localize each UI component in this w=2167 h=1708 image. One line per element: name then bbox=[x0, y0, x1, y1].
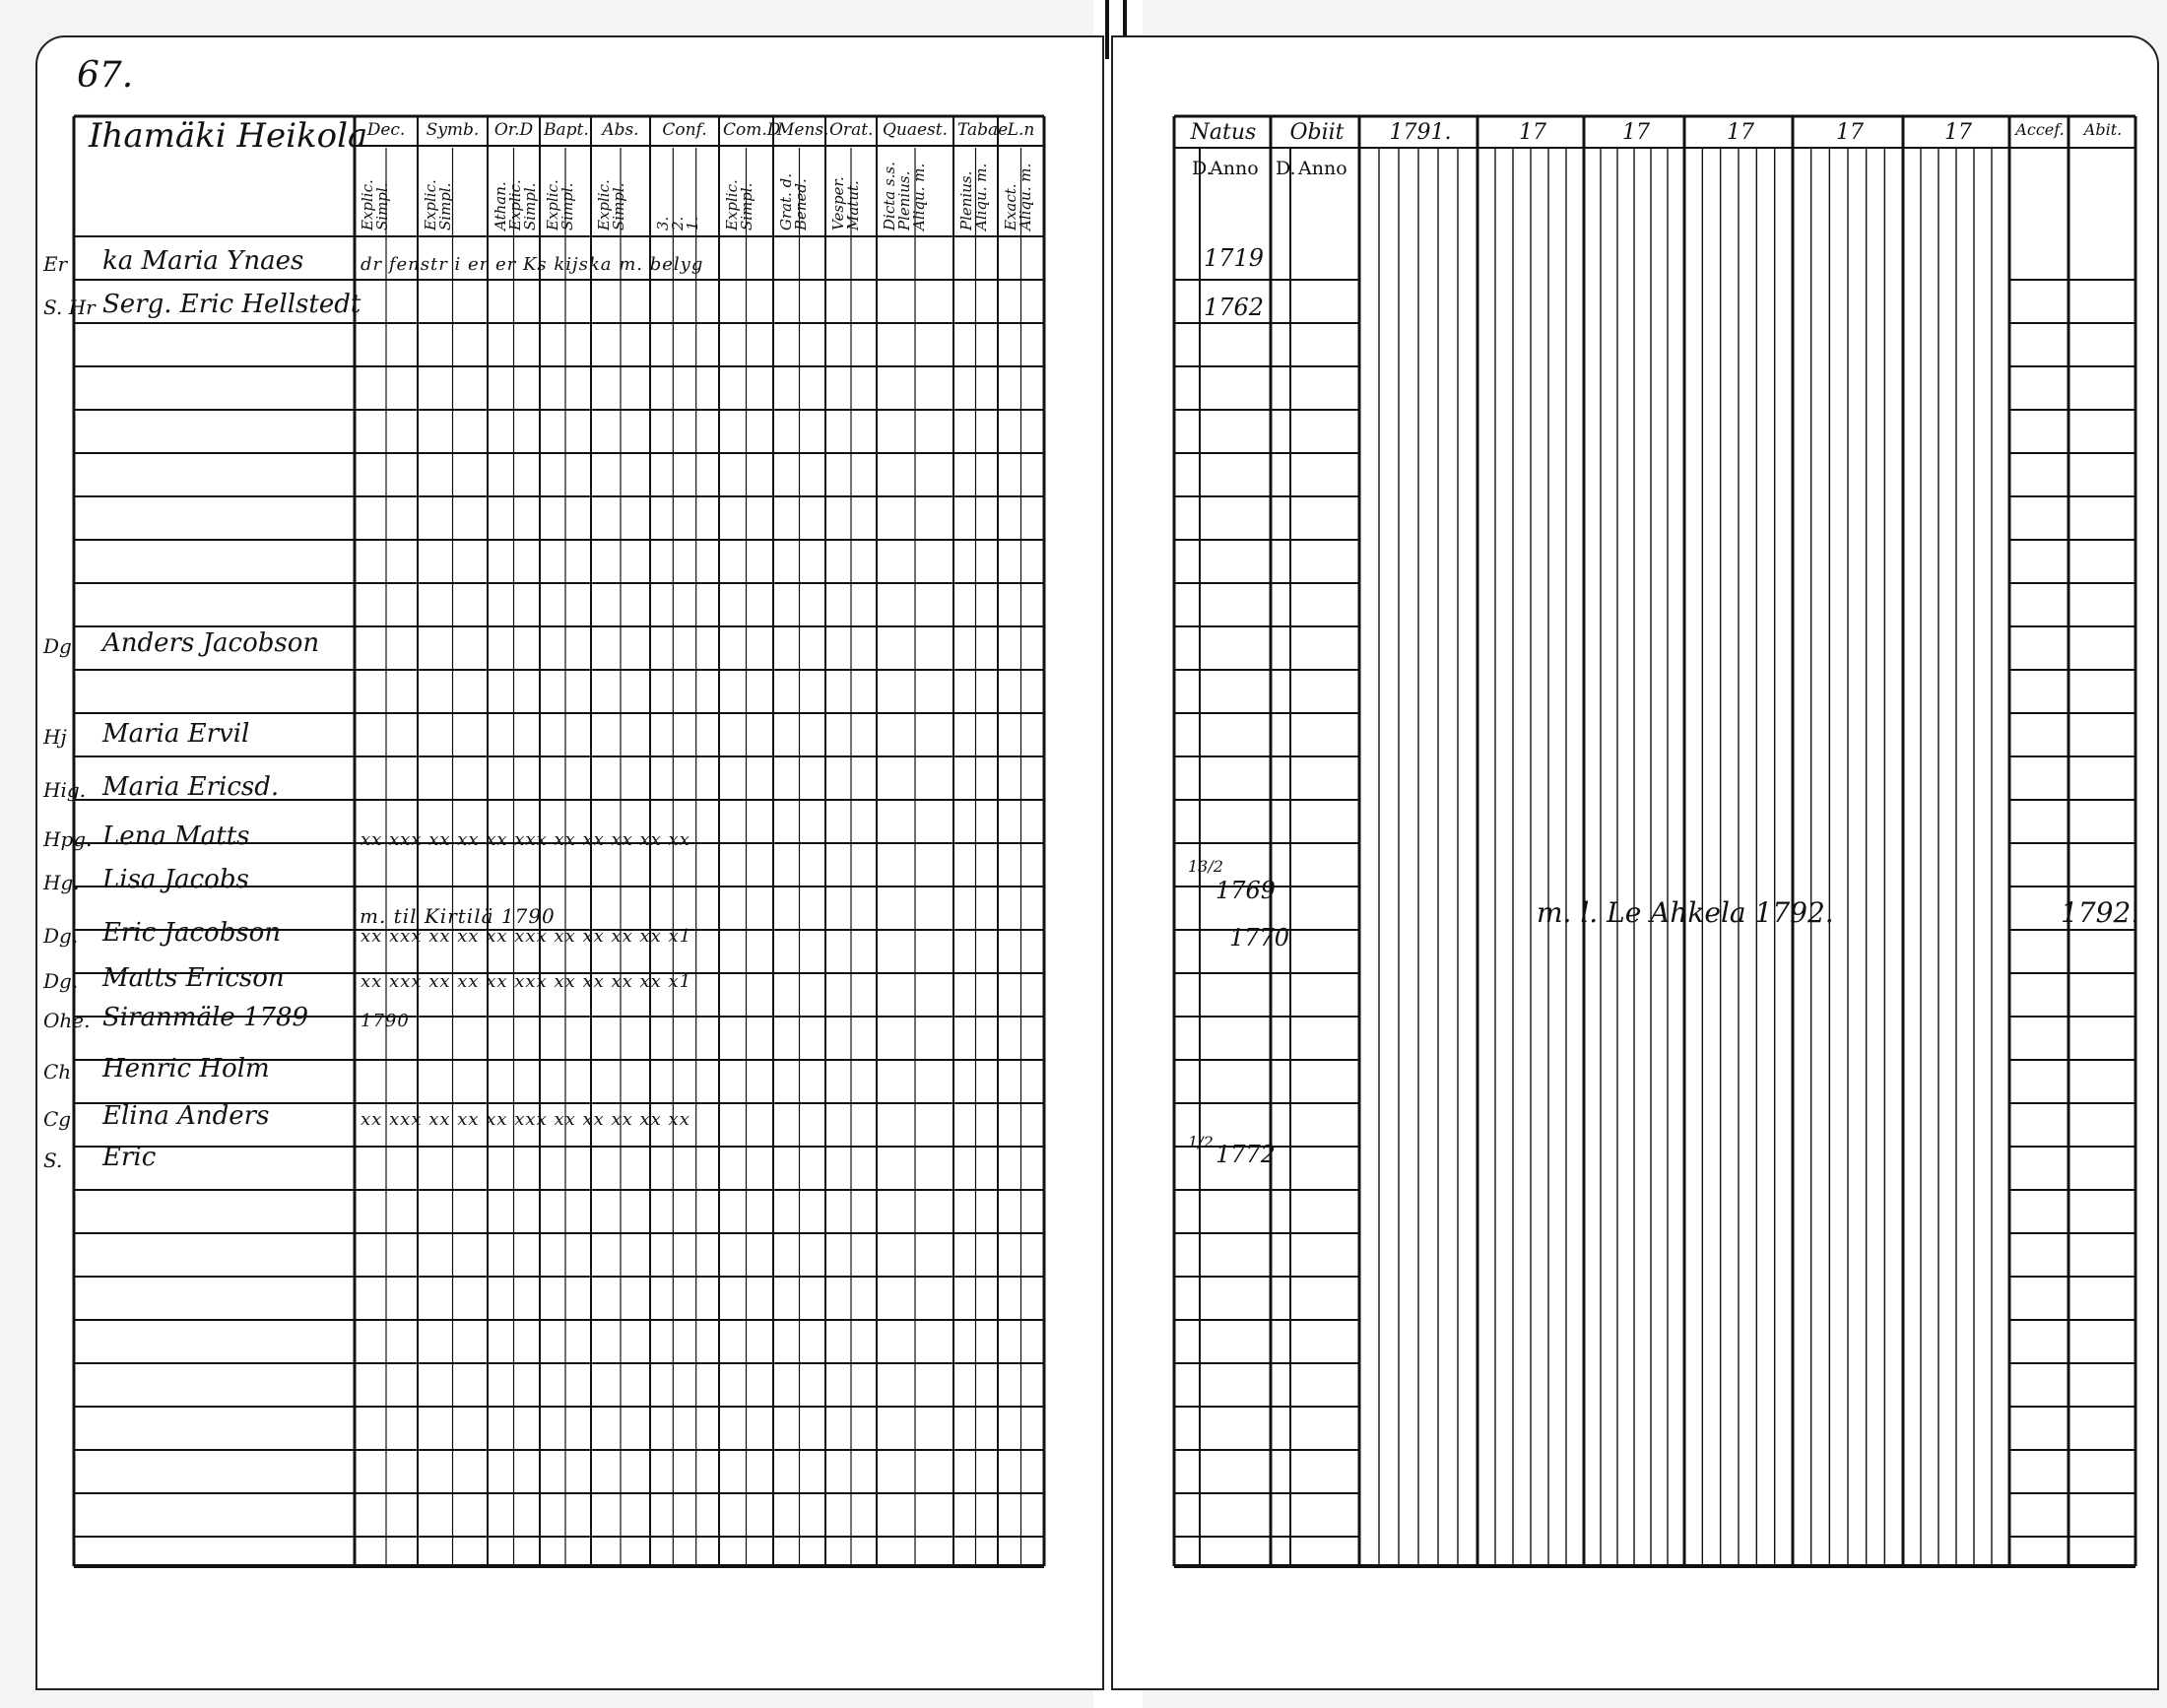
row-margin-note: Dg. bbox=[43, 924, 79, 948]
row-exam-marks: xx xxx xx xx xx xxx xx xx xx xx x1 bbox=[361, 926, 692, 947]
right-header-2: Obiit bbox=[1289, 120, 1345, 145]
right-header-3: 1791. bbox=[1389, 120, 1452, 145]
right-header-6: 17 bbox=[1727, 120, 1754, 145]
row-margin-note: Dg bbox=[43, 634, 72, 658]
row-person-name: Lena Matts bbox=[102, 821, 250, 851]
row-person-name: Anders Jacobson bbox=[102, 628, 320, 658]
birth-year-2: 1762 bbox=[1204, 294, 1265, 321]
left-header-9: Orat. bbox=[829, 120, 874, 140]
left-header-8: Mens. bbox=[777, 120, 829, 140]
left-subheader-3: Athan. Explic. Simpl. bbox=[492, 179, 539, 230]
right-header-5: 17 bbox=[1622, 120, 1650, 145]
birth-year-5: 1772 bbox=[1215, 1141, 1277, 1168]
birth-year-1: 1719 bbox=[1204, 244, 1265, 272]
left-header-2: Symb. bbox=[426, 120, 480, 140]
row-person-name: Matts Ericson bbox=[102, 963, 285, 993]
left-subheader-1: Explic. Simpl. bbox=[359, 179, 391, 230]
row-margin-note: Hig. bbox=[43, 778, 86, 802]
row-person-name: Serg. Eric Hellstedt bbox=[102, 290, 361, 319]
row-exam-marks: 1790 bbox=[361, 1011, 410, 1031]
birth-day-1: 13/2 bbox=[1188, 857, 1223, 876]
right-header-10: Abit. bbox=[2083, 120, 2123, 139]
birth-year-4: 1770 bbox=[1229, 924, 1290, 952]
row-margin-note: Ch. bbox=[43, 1060, 78, 1084]
row-person-name: Eric bbox=[102, 1143, 157, 1172]
left-subheader-2: Explic. Simpl. bbox=[422, 179, 454, 230]
right-header-7: 17 bbox=[1836, 120, 1864, 145]
row-exam-marks: xx xxx xx xx xx xxx xx xx xx xx xx bbox=[361, 1109, 690, 1130]
natus-sub-day: D. bbox=[1192, 158, 1213, 179]
row-margin-note: Er bbox=[43, 252, 68, 276]
right-header-9: Accef. bbox=[2015, 120, 2065, 139]
row-margin-note: Hpg. bbox=[43, 827, 93, 851]
left-subheader-10: Dicta s.s. Plenius. Aliqu. m. bbox=[881, 162, 928, 230]
row-person-name: Siranmäle 1789 bbox=[102, 1003, 309, 1032]
left-header-6: Conf. bbox=[662, 120, 707, 140]
row-margin-note: Ohe. bbox=[43, 1009, 91, 1032]
natus-sub-anno: Anno bbox=[1210, 158, 1259, 179]
row-margin-note: S. bbox=[43, 1149, 63, 1172]
row-exam-marks: xx xxx xx xx xx xxx xx xx xx xx xx bbox=[361, 829, 690, 850]
page-number: 67. bbox=[77, 55, 134, 96]
left-subheader-6: 3. 2. 1. bbox=[654, 216, 701, 230]
row-person-name: Eric Jacobson bbox=[102, 918, 282, 948]
row-person-name: Maria Ericsd. bbox=[102, 772, 280, 802]
birth-year-3: 1769 bbox=[1215, 877, 1277, 904]
left-header-5: Abs. bbox=[602, 120, 639, 140]
left-header-7: Com.D bbox=[723, 120, 781, 140]
row-person-name: Henric Holm bbox=[102, 1054, 270, 1084]
row-exam-marks: xx xxx xx xx xx xxx xx xx xx xx x1 bbox=[361, 971, 692, 992]
left-header-11: Tabae bbox=[957, 120, 1009, 140]
row-margin-note: Hj bbox=[43, 725, 67, 749]
row-person-name: Elina Anders bbox=[102, 1101, 270, 1131]
left-subheader-4: Explic. Simpl. bbox=[544, 179, 576, 230]
row-margin-note: Dg. bbox=[43, 969, 79, 993]
birth-day-2: 1/2 bbox=[1188, 1133, 1214, 1151]
right-header-4: 17 bbox=[1519, 120, 1546, 145]
left-subheader-9: Vesper. Matut. bbox=[829, 176, 862, 230]
row-margin-note: Cg bbox=[43, 1107, 72, 1131]
left-header-3: Or.D bbox=[493, 120, 534, 140]
row-margin-note: S. Hr bbox=[43, 296, 96, 319]
right-header-8: 17 bbox=[1944, 120, 1972, 145]
row-margin-note: Hg. bbox=[43, 871, 80, 894]
left-header-10: Quaest. bbox=[882, 120, 949, 140]
left-header-12: L.n bbox=[1007, 120, 1035, 140]
left-subheader-11: Plenius. Aliqu. m. bbox=[957, 163, 990, 230]
row-person-name: Lisa Jacobs bbox=[102, 865, 249, 894]
left-subheader-12: Exact. Aliqu. m. bbox=[1002, 163, 1034, 230]
moved-to-note: m. l. Le Ahkela 1792. bbox=[1537, 896, 1834, 929]
obiit-sub-day: D. bbox=[1276, 158, 1296, 179]
row-person-name: ka Maria Ynaes bbox=[102, 246, 304, 276]
left-subheader-7: Explic. Simpl. bbox=[723, 179, 755, 230]
right-header-1: Natus bbox=[1190, 120, 1257, 145]
abit-year: 1792. bbox=[2061, 896, 2140, 929]
row-person-name: Maria Ervil bbox=[102, 719, 250, 749]
left-subheader-5: Explic. Simpl. bbox=[595, 179, 627, 230]
row-exam-marks: dr fenstr i er er Ks kijska m. belyg bbox=[361, 254, 704, 275]
left-header-4: Bapt. bbox=[544, 120, 589, 140]
farm-name: Ihamäki Heikola bbox=[89, 116, 368, 156]
obiit-sub-anno: Anno bbox=[1298, 158, 1347, 179]
moved-note: m. til Kirtilä 1790 bbox=[360, 904, 556, 928]
left-subheader-8: Grat. d. Bened. bbox=[777, 172, 810, 230]
left-header-1: Dec. bbox=[366, 120, 406, 140]
